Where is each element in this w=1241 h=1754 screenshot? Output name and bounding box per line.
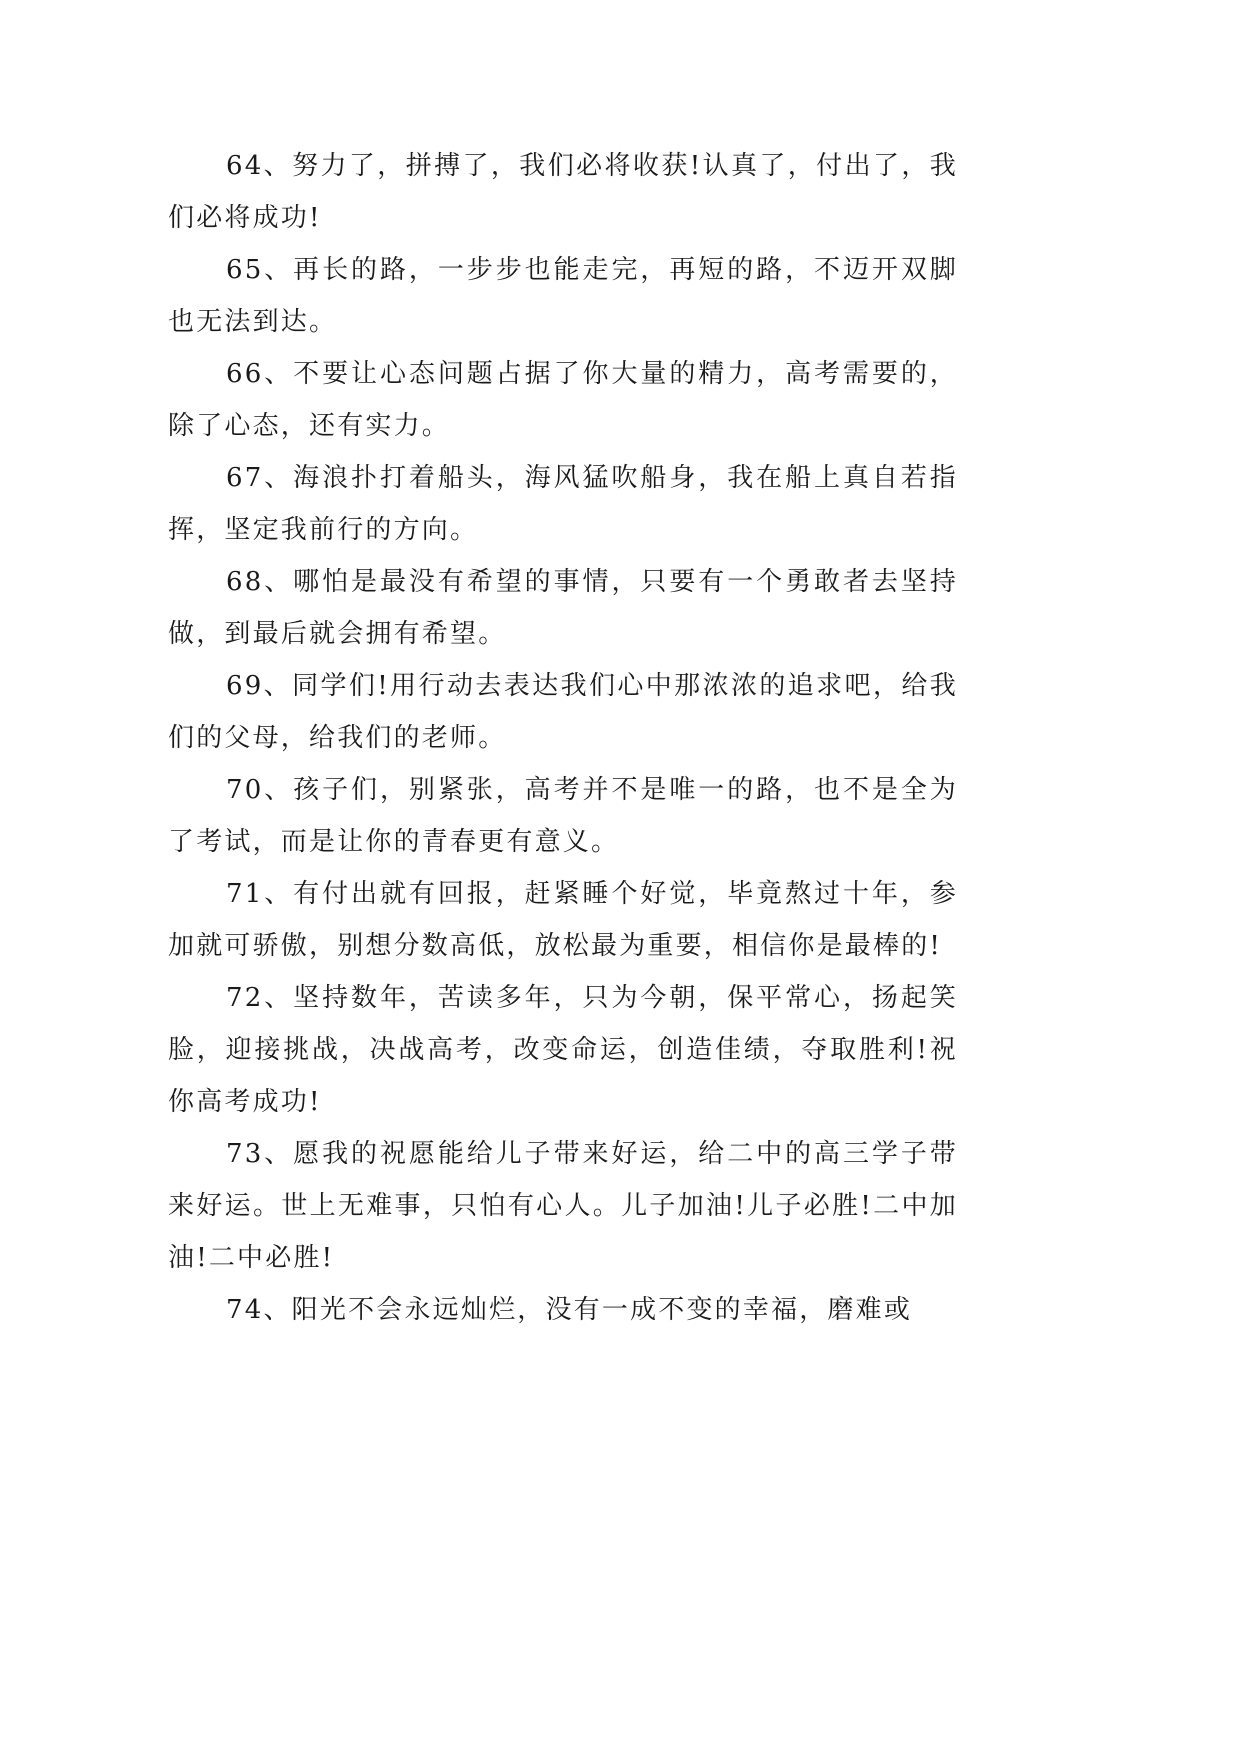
paragraph-65: 65、再长的路，一步步也能走完，再短的路，不迈开双脚也无法到达。	[168, 255, 958, 337]
paragraph-70: 70、孩子们，别紧张，高考并不是唯一的路，也不是全为了考试，而是让你的青春更有意义。	[168, 775, 958, 857]
paragraph-72: 72、坚持数年，苦读多年，只为今朝，保平常心，扬起笑脸，迎接挑战，决战高考，改变命运，创造佳绩，夺取胜利!祝你高考成功!	[168, 983, 958, 1117]
document-body	[168, 140, 958, 1336]
paragraph-74: 74、阳光不会永远灿烂，没有一成不变的幸福，磨难或	[226, 1295, 913, 1325]
paragraph-66: 66、不要让心态问题占据了你大量的精力，高考需要的，除了心态，还有实力。	[168, 359, 958, 441]
paragraph-71: 71、有付出就有回报，赶紧睡个好觉，毕竟熬过十年，参加就可骄傲，别想分数高低，放松最为重要，相信你是最棒的!	[168, 879, 958, 961]
paragraph-64: 64、努力了，拼搏了，我们必将收获!认真了，付出了，我们必将成功!	[168, 151, 958, 233]
paragraph-68: 68、哪怕是最没有希望的事情，只要有一个勇敢者去坚持做，到最后就会拥有希望。	[168, 567, 958, 649]
paragraph-67: 67、海浪扑打着船头，海风猛吹船身，我在船上真自若指挥，坚定我前行的方向。	[168, 463, 958, 545]
paragraph-73: 73、愿我的祝愿能给儿子带来好运，给二中的高三学子带来好运。世上无难事，只怕有心人。儿子加油!儿子必胜!二中加油!二中必胜!	[168, 1139, 958, 1273]
paragraph-69: 69、同学们!用行动去表达我们心中那浓浓的追求吧，给我们的父母，给我们的老师。	[168, 671, 958, 753]
